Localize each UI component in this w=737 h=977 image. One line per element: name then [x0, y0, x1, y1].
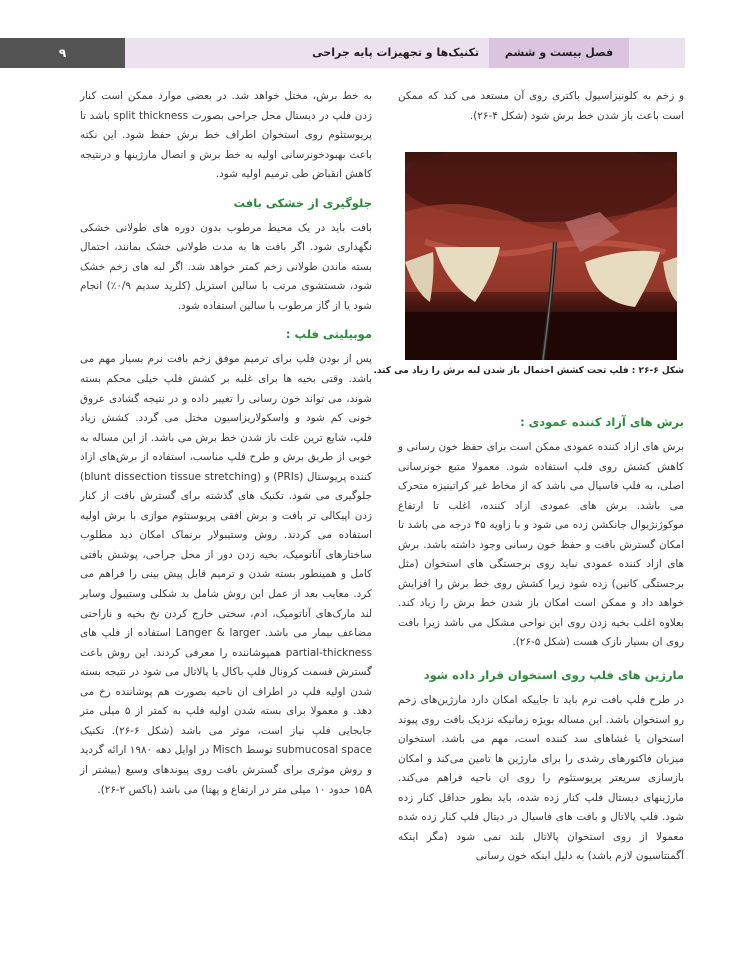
page-header: [0, 38, 685, 68]
section-heading-flap-mobility: موبیلیتی فلپ :: [285, 327, 372, 342]
section-heading-vertical-incisions: برش های آزاد کننده عمودی :: [520, 415, 684, 429]
surgical-photo: [405, 152, 677, 360]
right-column-body: [398, 412, 684, 867]
right-column-intro: [398, 87, 684, 126]
tissue-drying-paragraph: بافت باید در یک محیط مرطوب بدون دوره های طولانی خشکی نگهداری شود. اگر بافت ها به مدت طولانی خشک بمانند، احتمال بسته ماندن طولانی زخم کمتر خواهد شد. اگر لبه های زخم خشک شود، شستشوی مرتب با سالین استریل (کلرید سدیم ۰/۹٪) انجام شود یا از گاز مرطوب با سالین استفاده شود.: [80, 221, 372, 312]
chapter-label: فصل بیست و ششم: [489, 38, 629, 68]
intro-paragraph: و زخم به کلونیزاسیول باکتری روی آن مستعد می کند که ممکن است باعث باز شدن خط برش شود (شکل ۴-۲۶).: [398, 90, 684, 122]
vertical-incisions-paragraph: برش های ازاد کننده عمودی ممکن است برای حفظ خون رسانی و کاهش کشش روی فلپ استفاده شود. معمولا متبع خونرسانی اصلی، به فلپ فاسیال می باشد که از مخاط غیر کراتینیزه متحرک می باشد. برش های عمودی ازاد کننده، اغلب تا ارتفاع موکوژنژیوال جانکشن زده می شود و با زاویه ۴۵ درجه می باشد تا امکان گسترش بافت و حفظ خون رسانی وجود داشته باشد. برش های ازاد کننده عمودی نباید روی برجستگی های استخوان (مثل برجستگی کانین) زده شود زیرا کشش روی خط برش را افزایش خواهد داد و ممکن است امکان باز شدن خط برش را زیاد کند. بعلاوه اغلب بخیه زدن روی این نواحی مشکل می باشد زیرا بافت روی ان بسیار نازک هست (شکل ۵-۲۶).: [398, 441, 684, 649]
left-intro-paragraph: به خط برش، مختل خواهد شد. در بعضی موارد ممکن است کنار زدن فلپ در دیستال محل جراحی بصورت split thickness باشد تا پریوستئوم روی استخوان اطراف خط برش حفظ شود. این نکته باعث بهبودخونرسانی اولیه به خط برش و اتصال مارژینها و درنتیجه کاهش انقباض طی ترمیم اولیه شود.: [80, 90, 372, 181]
figure-caption: شکل ۶-۲۶ : فلپ تحت کشش احتمال باز شدن لبه برش را زیاد می کند.: [373, 366, 684, 376]
running-title: تکنیک‌ها و تجهیزات پایه جراحی: [312, 46, 479, 59]
page-number: ۹: [0, 38, 125, 68]
section-heading-flap-margins: مارژین های فلپ روی استخوان قرار داده شود: [423, 668, 684, 683]
flap-mobility-paragraph: پس از بودن فلپ برای ترمیم موفق زخم بافت نرم بسیار مهم می باشد. وقتی بخیه ها برای غلبه بر کشش فلپ خیلی محکم بسته شوند، می تواند خون رسانی را تغییر داده و در نتیجه گشادی عروق خونی کم شود و واسکولاریزاسیون مختل می گردد. کشش زیاد فلپ، شایع ترین علت باز شدن خط برش می باشد. از این مساله به خوبی از طریق برش و طرح فلپ مناسب، استفاده از برش‌های ازاد کننده پریوستال (PRIs) و (blunt dissection tissue stretching) جلوگیری می شود. تکنیک های گذشته برای گسترش بافت از کنار زدن اپیکالی تر بافت و برش افقی پریوستئوم موازی با برش اولیه استفاده می کردند. روش وستیبولار برنماک امکان دید مطلوب ساختارهای آناتومیک، بخیه زدن دور از محل جراحی، پوشش بافتی کامل و همینطور بسته شدن و ترمیم قابل پیش بینی را فراهم می کرد. معایب بعد از عمل این روش شامل بد شکلی وستیبول وسایر لند مارک‌های آناتومیک، ادم، سختی خارج کردن نخ بخیه و ناراحتی مضاعف بیمار می باشد. Langer & larger استفاده از فلپ های partial-thickness همپوشاننده را معرفی کردند. این روش باعث گسترش قسمت کرونال فلپ باکال یا پالاتال می شود در نتیجه بسته شدن اولیه فلپ در اطراف ان ناحیه بصورت هم پوشاننده رخ می دهد. و معمولا برای بسته شدن اولیه فلپ به کمتر از ۵ میلی متر جابجایی فلپ نیاز است، موثر می باشد (شکل ۶-۲۶). تکنیک submucosal space توسط Misch در اوایل دهه ۱۹۸۰ ارائه گردید و روش موثری برای گسترش بافت روی پیوندهای وسیع (بیشتر از ۱۵A حدود ۱۰ میلی متر در ارتفاع و پهنا) می باشد (باکس ۲-۲۶).: [80, 353, 373, 796]
flap-margins-paragraph: در طرح فلپ بافت نرم باید تا جاییکه امکان دارد مارژین‌های زخم رو استخوان باشد. این مساله بویژه زمانیکه نزدیک بافت روی پیوند استخوان یا غشاهای سد کننده است، مهم می باشد. استخوان میزبان فاکتورهای رشدی را برای مارژین ها تامین می‌کند و امکان بازسازی سریعتر پریوستئوم را روی ان ناحیه فراهم می‌کند. مارژینهای دیستال فلپ کنار زده شده، باید بطور حداقل کنار زده شود. فلپ پالاتال و بافت های فاسیال در دیتال فلپ کنار زده شده معمولا از روی استخوان پالاتال بلند نمی شود (مگر اینکه آگمنتاسیون لازم باشد) به دلیل اینکه خون رسانی: [398, 694, 684, 863]
section-heading-tissue-drying: جلوگیری از خشکی بافت: [233, 195, 372, 210]
surgical-photo-illustration: [405, 152, 677, 360]
left-column-body: [80, 87, 372, 800]
